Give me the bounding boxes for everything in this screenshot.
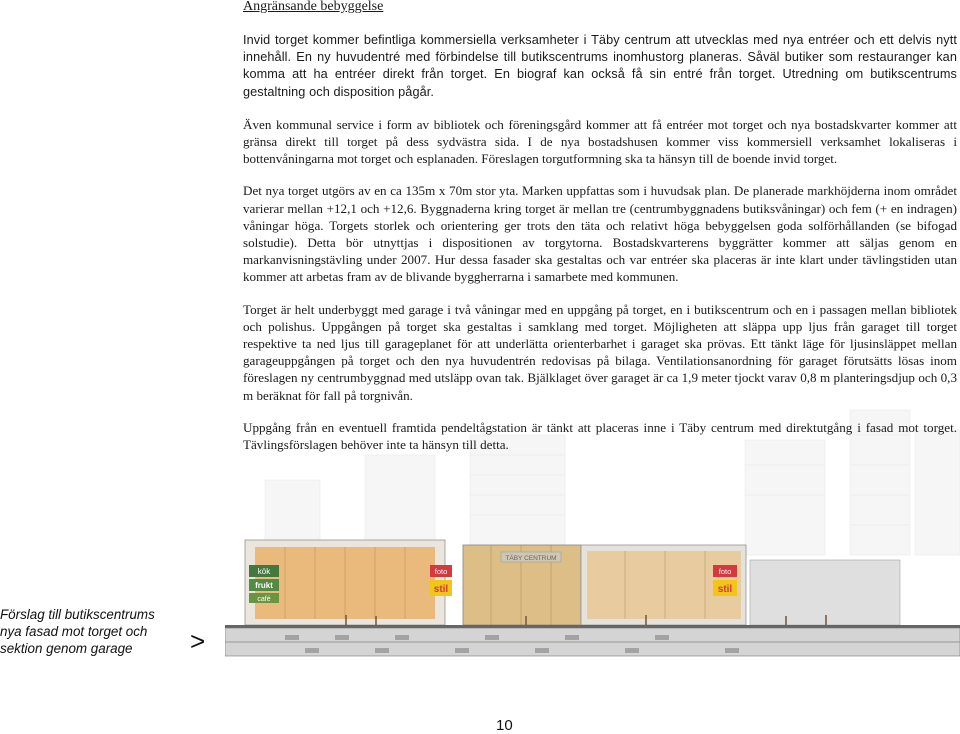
- paragraph-3: Det nya torget utgörs av en ca 135m x 70m stor yta. Marken uppfattas som i huvudsak plan. De planerade markhöjderna inom området varierar mellan +12,1 och +12,6. Byggnaderna kring torget är mellan tre (centrumbyggnadens butiksvåningar) och fem (+ en indragen) våningar höga. Torgets storlek och orientering ger trots den täta och relativt höga bebyggelsen goda solförhållanden (se bifogad solstudie). Detta bör utnyttjas i dispositionen av torgytorna. Bostadskvarterens byggrätter kommer att säljas genom en markanvisningstävling under 2007. Hur dessa fasader ska gestaltas och var entréer ska placeras är inte klart under tävlingstiden utan kommer att arbetas fram av de blivande byggherrarna i samarbete med kommunen.: [243, 183, 957, 285]
- figure-caption: Förslag till butikscentrums nya fasad mot torget och sektion genom garage: [0, 607, 155, 656]
- section-heading: Angränsande bebyggelse: [243, 0, 384, 14]
- arrow-pointer: >: [190, 626, 206, 656]
- paragraph-1: Invid torget kommer befintliga kommersiella verksamheter i Täby centrum att utvecklas med nya entréer och ett delvis nytt innehåll. En ny huvudentré med förbindelse till butikscentrums inomhustorg planeras. Såväl butiker som restauranger kan komma att ha entréer direkt från torget. En biograf kan också få sin entré från torget. Utredning om butikscentrums gestaltning och disposition pågår.: [243, 33, 957, 99]
- sign-kok-text: kök: [257, 567, 271, 576]
- sign-centre-text: TÄBY CENTRUM: [505, 555, 557, 562]
- sign-foto-left-text: foto: [434, 567, 448, 576]
- sign-stil-left-text: stil: [433, 584, 449, 595]
- sign-stil-right-text: stil: [717, 584, 733, 595]
- sign-cafe-text: café: [257, 596, 271, 603]
- paragraph-5: Uppgång från en eventuell framtida pendeltågstation är tänkt att placeras inne i Täby centrum med direktutgång i fasad mot torget. Tävlingsförslagen behöver inte ta hänsyn till detta.: [243, 419, 957, 453]
- paragraph-2: Även kommunal service i form av bibliotek och föreningsgård kommer att få entréer mot torget och nya bostadskvarter kommer att gränsa direkt till torget på dess sydvästra sida. I de nya bostadshusen kommer viss kommersiell verksamhet lokaliseras i bottenvåningarna mot torget och esplanaden. Föreslagen torgutformning ska ta hänsyn till de boende invid torget.: [243, 116, 957, 167]
- square-ground-line: [225, 625, 960, 628]
- body-text: [243, 32, 957, 468]
- page-number: 10: [496, 717, 513, 734]
- paragraph-4: Torget är helt underbyggt med garage i två våningar med en uppgång på torget, en i butikscentrum och en i passagen mellan bibliotek och polishus. Uppgången på torget ska gestaltas i samklang med torget. Möjligheten att släppa upp ljus från garaget till torget respektive ta ned ljus till garageplanet för att underlätta orienterbarhet i garaget ska prövas. Ett tänkt läge för ljusinsläppet mellan garageuppgången på torget och den nya huvudentrén redovisas på bilaga. Ventilationsanordning för garaget förutsätts lösas inom föreslagen ny centrumbyggnad med utsläpp ovan tak. Bjälklaget över garaget är ca 1,9 meter tjockt varav 0,8 m planteringsdjup och 0,3 m beräknat för fall på torgnivån.: [243, 301, 957, 403]
- sign-foto-right-text: foto: [718, 567, 732, 576]
- sign-frukt-text: frukt: [255, 581, 273, 590]
